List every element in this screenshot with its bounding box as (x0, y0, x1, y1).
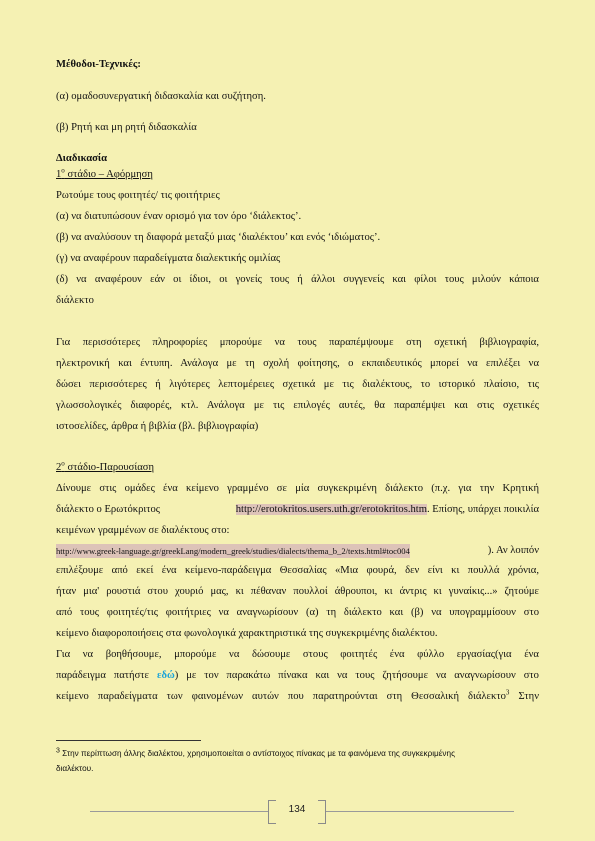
footer-bracket-right (318, 800, 326, 824)
page-number: 134 (288, 804, 306, 815)
stage2-line10-post: ) με τον παρακάτω πίνακα και να τους ζητήσουμε να αναγνωρίσουν στο (174, 670, 539, 681)
ask-a: (α) να διατυπώσουν έναν ορισμό για τον όρο ‘διάλεκτος’. (56, 211, 302, 222)
stage2-line1: Δίνουμε στις ομάδες ένα κείμενο γραμμένο σε μία συγκεκριμένη διάλεκτο (π.χ. για την Κρητική (56, 483, 539, 494)
stage2-line10 (56, 669, 539, 683)
erotokritos-link[interactable]: http://erotokritos.users.uth.gr/erotokritos.htm (235, 504, 427, 515)
stage2-line3: κειμένων γραμμένων σε διαλέκτους στο: (56, 525, 230, 536)
ask-d-line2: διάλεκτο (56, 295, 94, 306)
stage2-line7: από τους φοιτητές/τις φοιτήτριες να αναγνωρίσουν (α) τη διάλεκτο και (β) να υπογραμμίσουν στο (56, 607, 539, 618)
stage2-line5: επιλέξουμε από εκεί ένα κείμενο-παράδειγμα Θεσσαλίας «Μια φουρά, δεν είνι κι πουλλά χρόνια, (56, 565, 539, 576)
para1-line1: Για περισσότερες πληροφορίες μπορούμε να τους παραπέμψουμε στη σχετική βιβλιογραφία, (56, 337, 539, 348)
para1-line2: ηλεκτρονική και έντυπη. Ανάλογα με τη σχολή φοίτησης, ο εκπαιδευτικός μπορεί να επιλέξει να (56, 358, 539, 369)
stage2-line4-tail: ). Αν λοιπόν (487, 545, 539, 556)
stage2-line2-tail: . Επίσης, υπάρχει ποικιλία (426, 504, 539, 515)
worksheet-link[interactable]: εδώ (156, 670, 175, 681)
stage2-sup: ο (61, 459, 65, 468)
footnote-line2: διαλέκτου. (56, 764, 94, 773)
method-a: (α) ομαδοσυνεργατική διδασκαλία και συζήτηση. (56, 91, 266, 102)
ask-intro: Ρωτούμε τους φοιτητές/ τις φοιτήτριες (56, 190, 220, 201)
stage2-line4 (56, 544, 539, 558)
stage2-line11-post: Στην (509, 691, 540, 702)
stage1-num: 1 (56, 169, 62, 180)
stage1-heading (56, 168, 539, 182)
greek-language-link[interactable]: http://www.greek-language.gr/greekLang/modern_greek/studies/dialects/thema_b_2/texts.html#toc004 (56, 546, 410, 556)
footnote-line1 (56, 748, 539, 760)
footnote-divider (56, 740, 201, 741)
stage2-title: στάδιο-Παρουσίαση (64, 462, 155, 473)
stage1-title: στάδιο – Αφόρμηση (64, 169, 153, 180)
stage1-sup: ο (61, 166, 65, 175)
method-b: (β) Ρητή και μη ρητή διδασκαλία (56, 122, 197, 133)
procedure-heading: Διαδικασία (56, 153, 108, 164)
ask-b: (β) να αναλύσουν τη διαφορά μεταξύ μιας ‘διαλέκτου’ και ενός ‘ιδιώματος’. (56, 232, 381, 243)
para1-line3: δώσει περισσότερες ή λιγότερες λεπτομέρειες σχετικά με τις διαλέκτους, το ιστορικό πλαίσιο, τις (56, 379, 539, 390)
stage2-line6: ήταν μια' ρουστιά στου χουριό μας, κι πέθαναν πουλλοί άθρουποι, κι άντρις κι γυναίκις...» ζητούμε (56, 586, 539, 597)
stage2-line8: κείμενο διαφοροποιήσεις στα φωνολογικά χαρακτηριστικά της συγκεκριμένης διαλέκτου. (56, 628, 438, 639)
stage2-line9: Για να βοηθήσουμε, μπορούμε να δώσουμε στους φοιτητές ένα φύλλο εργασίας(για ένα (56, 649, 539, 660)
methods-heading: Μέθοδοι-Τεχνικές: (56, 59, 141, 70)
para1-line4: γλωσσολογικές διαφορές, κτλ. Ανάλογα με τις επιλογές αυτές, θα παραπέμψει και στις σχετικές (56, 400, 539, 411)
footnote-number: 3 (56, 747, 60, 755)
stage2-heading (56, 461, 539, 475)
ask-d-line1: (δ) να αναφέρουν εάν οι ίδιοι, οι γονείς τους ή άλλοι συγγενείς και φίλοι τους μιλούν κάποια (56, 274, 539, 285)
stage2-line2 (56, 503, 539, 517)
footer-rule-right (326, 811, 514, 812)
footnote-ref[interactable]: 3 (505, 688, 510, 697)
stage2-num: 2 (56, 462, 62, 473)
footer-rule-left (90, 811, 268, 812)
stage2-line11-pre: κείμενο παραδείγματα των φαινομένων αυτών που παρατηρούνται στη Θεσσαλική διάλεκτο (56, 691, 506, 702)
footer-bracket-left (268, 800, 276, 824)
stage2-line10-pre: παράδειγμα πατήστε (56, 670, 157, 681)
footnote-text: Στην περίπτωση άλλης διαλέκτου, χρησιμοποιείται ο αντίστοιχος πίνακας με τα φαινόμενα της συγκεκριμένης (59, 749, 456, 758)
para1-line5: ιστοσελίδες, άρθρα ή βιβλία (βλ. βιβλιογραφία) (56, 421, 259, 432)
ask-c: (γ) να αναφέρουν παραδείγματα διαλεκτικής ομιλίας (56, 253, 281, 264)
stage2-line11 (56, 690, 539, 704)
stage2-line2-text: διάλεκτο ο Ερωτόκριτος (56, 504, 160, 515)
